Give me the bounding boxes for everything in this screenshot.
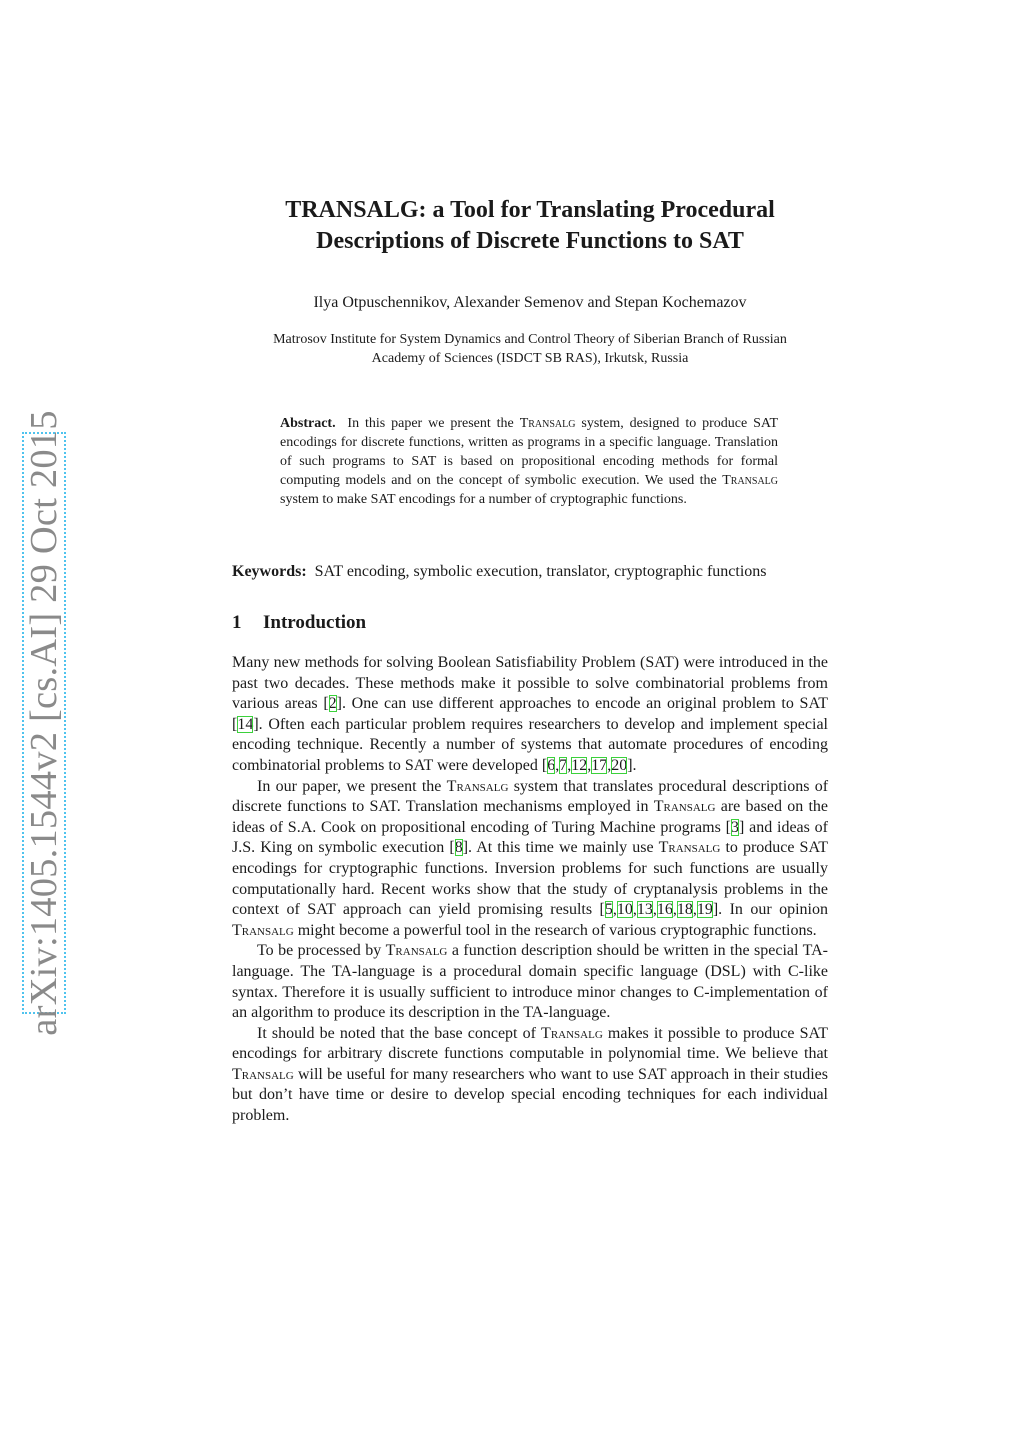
text-run: In our paper, we present the	[257, 777, 442, 795]
citation-link[interactable]: 10	[616, 901, 633, 919]
abstract-text: system, designed to produce SAT encodings for discrete functions, written as programs in a specific language. Translation of such programs to SAT is based on propositional encoding methods for formal computing models and on the concept of symbolic execution. We used the	[280, 416, 779, 488]
tool-name: Transalg	[232, 921, 294, 939]
text-run: are based on the ideas of S.A. Cook on propositional encoding of Turing Machine programs [	[232, 798, 829, 836]
citation-link[interactable]: 6	[547, 756, 556, 774]
text-run: Many new methods for solving Boolean Satisfiability Problem (SAT) were introduced in the past two decades. These methods make it possible to solve combinatorial problems from various areas [	[232, 654, 828, 713]
citation-link[interactable]: 19	[696, 901, 713, 919]
tool-name: Transalg	[658, 839, 721, 857]
citation-link[interactable]: 17	[591, 756, 608, 774]
introduction-body	[232, 653, 828, 1127]
paragraph: In our paper, we present the Transalg system that translates procedural descriptions of discrete functions to SAT. Translation mechanisms employed in Transalg are based on the ideas of S.A. Cook on propositional encoding of Turing Machine programs [3] and ideas of J.S. King on symbolic execution [8]. At this time we mainly use Transalg to produce SAT encodings for cryptographic functions. Inversion problems for such functions are usually computationally hard. Recent works show that the study of cryptanalysis problems in the context of SAT approach can yield promising results [5,10,13,16,18,19]. In our opinion Transalg might become a powerful tool in the research of various cryptographic functions.	[232, 777, 829, 939]
citation-link[interactable]: 5	[604, 901, 613, 919]
text-run: system that translates procedural descriptions of discrete functions to SAT. Translation mechanisms employed in	[232, 777, 829, 816]
title-line-2: Descriptions of Discrete Functions to SAT	[316, 228, 744, 254]
text-run: To be processed by	[257, 942, 382, 960]
abstract-text: In this paper we present the	[347, 416, 514, 431]
paper-title	[232, 195, 828, 257]
citation-link[interactable]: 13	[636, 901, 653, 919]
citation-link[interactable]: 20	[611, 756, 628, 774]
text-run: ].	[627, 756, 637, 774]
abstract	[280, 414, 778, 509]
section-number: 1	[232, 612, 242, 633]
citation-link[interactable]: 8	[454, 839, 463, 857]
text-run: a function description should be written in the special TA-language. The TA-language is a procedural domain specific language (DSL) with C-like syntax. Therefore it is usually sufficient to introduce minor changes to C-implementation of an algorithm to produce its description in the TA-language.	[232, 942, 829, 1022]
section-title: Introduction	[263, 612, 367, 633]
affiliation-line-2: Academy of Sciences (ISDCT SB RAS), Irkutsk, Russia	[371, 351, 689, 366]
title-line-1: TRANSALG: a Tool for Translating Procedural	[285, 197, 775, 223]
text-run: It should be noted that the base concept of	[257, 1024, 536, 1042]
tool-name: Transalg	[541, 1024, 603, 1042]
citation-link[interactable]: 18	[676, 901, 693, 919]
citation-link[interactable]: 14	[237, 715, 254, 733]
affiliation	[232, 330, 828, 368]
section-heading	[232, 611, 366, 635]
text-run: ]. At this time we mainly use	[462, 839, 654, 857]
citation-link[interactable]: 16	[656, 901, 673, 919]
paragraph	[232, 941, 828, 1023]
citation-link[interactable]: 3	[730, 818, 739, 836]
paragraph	[232, 1024, 828, 1127]
keywords-label: Keywords:	[232, 563, 307, 580]
tool-name: Transalg	[385, 942, 448, 960]
tool-name: Transalg	[519, 416, 576, 431]
text-run: ]. Often each particular problem requires researchers to develop and implement special encoding technique. Recently a number of systems that automate procedures of encoding combinatorial problems to SAT were developed [	[232, 715, 828, 774]
text-run: ]. One can use different approaches to encode an original problem to SAT [	[232, 695, 828, 733]
tool-name: Transalg	[446, 777, 509, 795]
arxiv-stamp[interactable]: arXiv:1405.1544v2 [cs.AI] 29 Oct 2015	[23, 410, 65, 1036]
tool-name: Transalg	[653, 798, 716, 816]
keywords	[232, 561, 828, 583]
tool-name: Transalg	[232, 1065, 294, 1083]
text-run: to produce SAT encodings for cryptographic functions. Inversion problems for such functions are usually computationally hard. Recent works show that the study of cryptanalysis problems in the context of SAT approach can yield promising results [	[232, 839, 829, 919]
text-run: will be useful for many researchers who want to use SAT approach in their studies but don’t have time or desire to develop special encoding techniques for each individual problem.	[232, 1065, 829, 1125]
citation-link[interactable]: 7	[559, 756, 568, 774]
authors: Ilya Otpuschennikov, Alexander Semenov and Stepan Kochemazov	[313, 294, 747, 311]
keywords-text: SAT encoding, symbolic execution, translator, cryptographic functions	[314, 563, 767, 580]
text-run: ] and ideas of J.S. King on symbolic execution [	[232, 818, 828, 857]
citation-link[interactable]: 2	[328, 695, 337, 713]
text-run: makes it possible to produce SAT encodings for arbitrary discrete functions computable in polynomial time. We believe that	[232, 1024, 829, 1063]
abstract-label: Abstract.	[280, 416, 336, 431]
citation-link[interactable]: 12	[571, 756, 588, 774]
paragraph: Many new methods for solving Boolean Satisfiability Problem (SAT) were introduced in the past two decades. These methods make it possible to solve combinatorial problems from various areas [2]. One can use different approaches to encode an original problem to SAT [14]. Often each particular problem requires researchers to develop and implement special encoding technique. Recently a number of systems that automate procedures of encoding combinatorial problems to SAT were developed [6,7,12,17,20].	[232, 654, 828, 774]
affiliation-line-1: Matrosov Institute for System Dynamics and Control Theory of Siberian Branch of Russian	[273, 332, 787, 347]
text-run: ]. In our opinion	[712, 901, 829, 919]
tool-name: Transalg	[722, 473, 779, 488]
abstract-text: system to make SAT encodings for a number of cryptographic functions.	[280, 492, 687, 507]
text-run: might become a powerful tool in the research of various cryptographic functions.	[297, 921, 817, 939]
